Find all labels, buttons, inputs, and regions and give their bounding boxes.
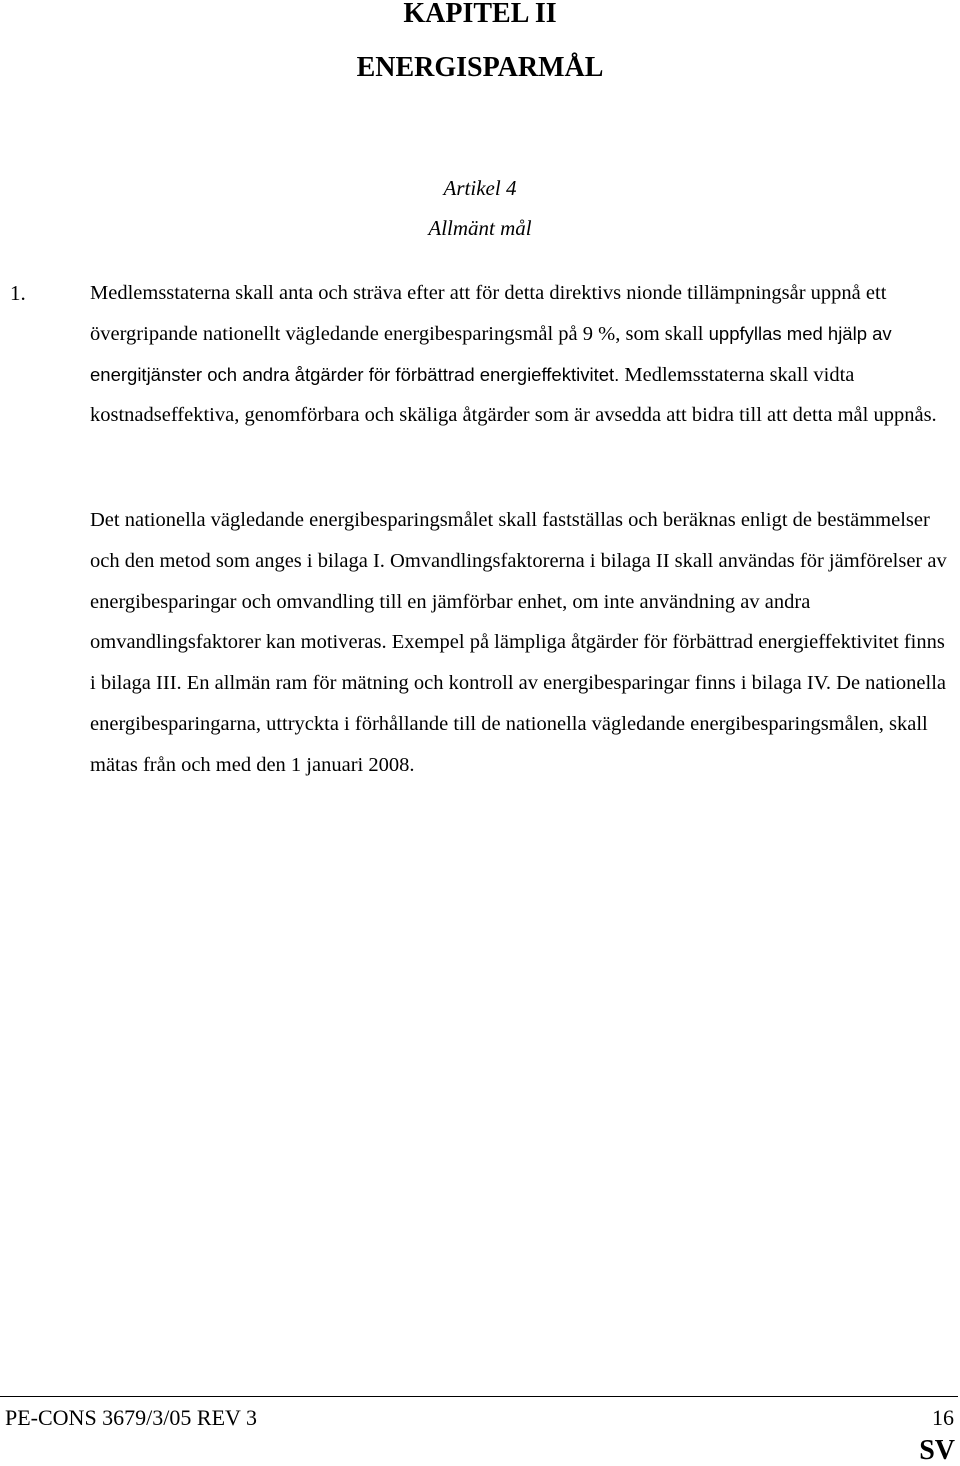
paragraph-1: [90, 273, 950, 436]
footer-divider: [0, 1396, 958, 1397]
paragraph-1-text-sans-part: uppfyllas med hjälp av energitjänster och andra åtgärder för förbättrad energieffektivitet.: [90, 322, 892, 385]
paragraph-number: 1.: [10, 281, 26, 305]
article-title: Allmänt mål: [428, 216, 532, 240]
paragraph-1-text-part-b: Medlemsstaterna skall vidta kostnadseffektiva, genomförbara och skäliga åtgärder som är avsedda att bidra till att detta mål uppnås.: [90, 363, 937, 427]
footer-language-code: SV: [919, 1435, 955, 1466]
paragraph-2: Det nationella vägledande energibesparingsmålet skall fastställas och beräknas enligt de bestämmelser och den metod som anges i bilaga I. Omvandlingsfaktorerna i bilaga II skall användas för jämförelser av energibesparingar och omvandling till en jämförbar enhet, om inte användning av andra omvandlingsfaktorer kan motiveras. Exempel på lämpliga åtgärder för förbättrad energieffektivitet finns i bilaga III. En allmän ram för mätning och kontroll av energibesparingar finns i bilaga IV. De nationella energibesparingarna, uttryckta i förhållande till de nationella vägledande energibesparingsmålen, skall mätas från och med den 1 januari 2008.: [90, 509, 947, 776]
footer-document-reference: PE-CONS 3679/3/05 REV 3: [5, 1405, 258, 1430]
chapter-title: ENERGISPARMÅL: [356, 52, 604, 83]
article-number: Artikel 4: [443, 176, 517, 200]
footer-page-number: 16: [932, 1405, 954, 1430]
chapter-number: KAPITEL II: [403, 0, 557, 29]
paragraph-1-text-part-a: Medlemsstaterna skall anta och sträva efter att för detta direktivs nionde tillämpningsår uppnå ett övergripande nationellt vägledande energibesparingsmål på 9 %, som skall: [90, 282, 887, 345]
